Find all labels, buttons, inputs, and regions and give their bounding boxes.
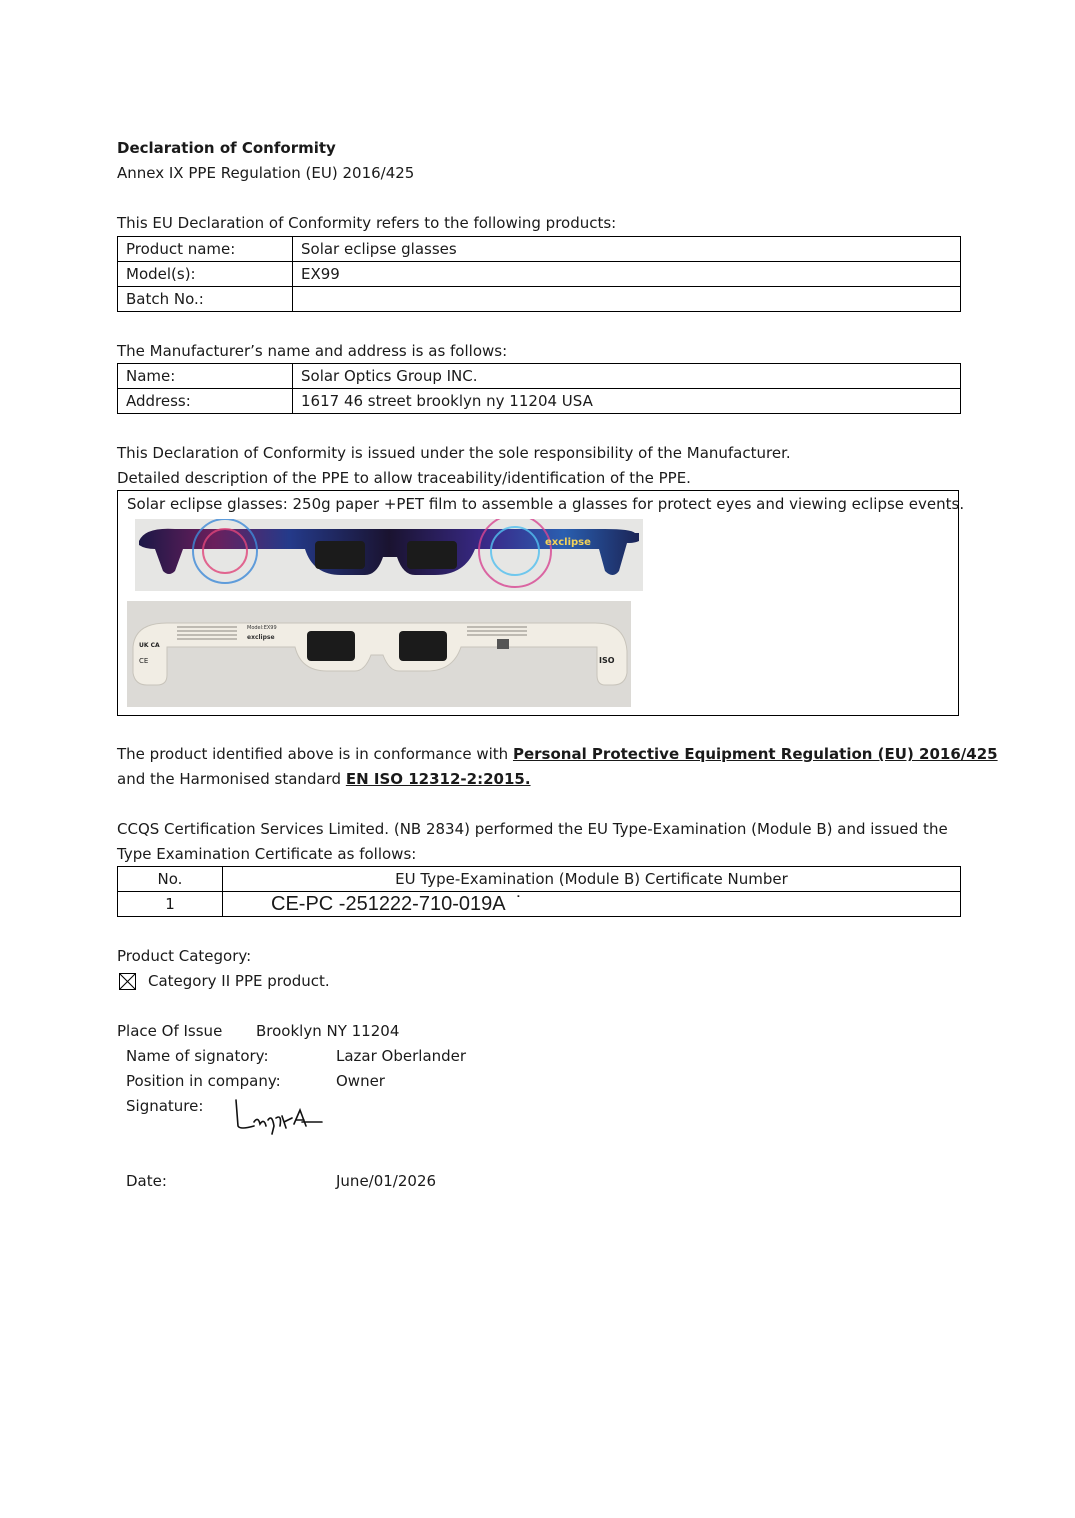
category-checked-box-icon <box>119 973 136 990</box>
model-value: EX99 <box>293 262 961 287</box>
date-value: June/01/2026 <box>336 1172 437 1190</box>
conformance-line-1 <box>117 745 998 763</box>
date-label: Date: <box>126 1172 167 1190</box>
glasses-back-brand: exclipse <box>247 634 275 641</box>
ukca-mark: UK CA <box>139 642 160 649</box>
certification-statement: CCQS Certification Services Limited. (NB 2834) performed the EU Type-Examination (Module B) and issued the <box>117 820 948 838</box>
table-row <box>118 892 961 917</box>
iso-mark: ISO <box>599 656 615 665</box>
batch-label: Batch No.: <box>118 287 293 312</box>
manufacturer-name-label: Name: <box>118 364 293 389</box>
position-value: Owner <box>336 1072 385 1090</box>
standard-prefix: and the Harmonised standard <box>117 770 346 788</box>
batch-value <box>293 287 961 312</box>
glasses-front-brand: exclipse <box>545 537 591 548</box>
table-row <box>118 287 961 312</box>
products-table <box>117 236 961 312</box>
glasses-back-photo <box>127 601 631 707</box>
product-name-label: Product name: <box>118 237 293 262</box>
certificate-table <box>117 866 961 917</box>
manufacturer-address-value: 1617 46 street brooklyn ny 11204 USA <box>293 389 961 414</box>
table-row <box>118 262 961 287</box>
conformance-line-2 <box>117 770 531 788</box>
certification-statement-cont: Type Examination Certificate as follows: <box>117 845 417 863</box>
manufacturer-address-label: Address: <box>118 389 293 414</box>
position-label: Position in company: <box>126 1072 281 1090</box>
responsibility-statement: This Declaration of Conformity is issued under the sole responsibility of the Manufacturer. <box>117 444 791 462</box>
cert-header-number: EU Type-Examination (Module B) Certificate Number <box>223 867 961 892</box>
model-label: Model(s): <box>118 262 293 287</box>
manufacturer-name-value: Solar Optics Group INC. <box>293 364 961 389</box>
glasses-front-photo <box>135 519 643 591</box>
place-of-issue-value: Brooklyn NY 11204 <box>256 1022 400 1040</box>
cert-number-cell <box>223 892 961 917</box>
glasses-back-model: Model:EX99 <box>247 625 277 631</box>
table-row <box>118 389 961 414</box>
signature-label: Signature: <box>126 1097 204 1115</box>
traceability-statement: Detailed description of the PPE to allow traceability/identification of the PPE. <box>117 469 691 487</box>
signatory-label: Name of signatory: <box>126 1047 269 1065</box>
handwritten-signature <box>230 1096 330 1140</box>
product-name-value: Solar eclipse glasses <box>293 237 961 262</box>
place-of-issue-label: Place Of Issue <box>117 1022 223 1040</box>
ppe-description-text: Solar eclipse glasses: 250g paper +PET film to assemble a glasses for protect eyes and viewing eclipse events. <box>127 495 965 513</box>
table-row <box>118 364 961 389</box>
products-intro: This EU Declaration of Conformity refers to the following products: <box>117 214 617 232</box>
product-category-heading: Product Category: <box>117 947 252 965</box>
signatory-value: Lazar Oberlander <box>336 1047 467 1065</box>
document-subtitle: Annex IX PPE Regulation (EU) 2016/425 <box>117 164 415 182</box>
cert-mark: ˙ <box>516 892 523 915</box>
ppe-description-box <box>117 490 965 716</box>
table-row <box>118 867 961 892</box>
conformance-prefix: The product identified above is in conformance with <box>117 745 513 763</box>
cert-row-no: 1 <box>118 892 223 917</box>
cert-header-no: No. <box>118 867 223 892</box>
glasses-back-illustration <box>127 601 631 707</box>
glasses-front-illustration <box>135 519 643 591</box>
manufacturer-intro: The Manufacturer’s name and address is as follows: <box>117 342 508 360</box>
table-row <box>118 237 961 262</box>
category-item: Category II PPE product. <box>148 972 330 990</box>
cert-number: CE-PC -251222-710-019A <box>271 892 505 915</box>
ce-mark: CE <box>139 657 149 665</box>
document-title: Declaration of Conformity <box>117 139 336 157</box>
manufacturer-table <box>117 363 961 414</box>
harmonised-standard-reference: EN ISO 12312-2:2015. <box>345 770 531 788</box>
ppe-regulation-reference: Personal Protective Equipment Regulation (EU) 2016/425 <box>512 745 998 763</box>
